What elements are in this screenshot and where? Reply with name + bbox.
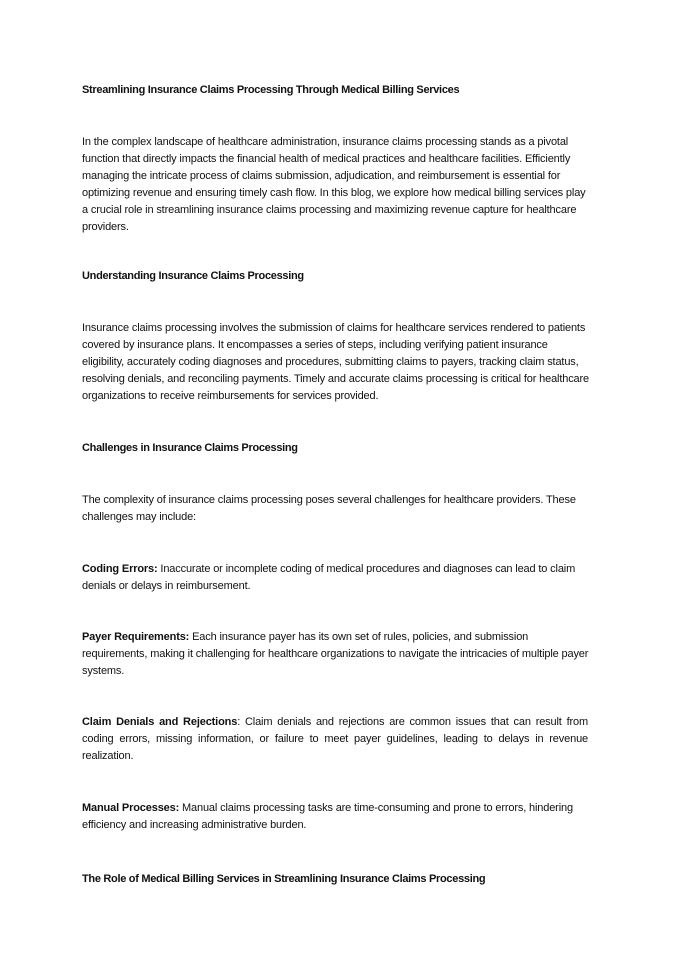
challenge-item-claim-denials [82,714,588,765]
challenges-paragraph: The complexity of insurance claims processing poses several challenges for healthcare providers. These challenges may include: [82,494,576,523]
challenge-item-payer-requirements [82,629,590,680]
section-heading-understanding: Understanding Insurance Claims Processing [82,270,304,282]
challenge-term: Manual Processes: [82,802,180,814]
challenge-term: Coding Errors: [82,563,158,575]
challenge-description: Manual claims processing tasks are time-consuming and prone to errors, hindering efficiency and increasing administrative burden. [82,802,573,831]
challenge-item-manual-processes [82,800,590,834]
challenge-term: Payer Requirements: [82,631,190,643]
intro-paragraph: In the complex landscape of healthcare administration, insurance claims processing stands as a pivotal function that directly impacts the financial health of medical practices and healthcare facilities. Efficiently managing the intricate process of claims submission, adjudication, and reimbursement is essential for optimizing revenue and ensuring timely cash flow. In this blog, we explore how medical billing services play a crucial role in streamlining insurance claims processing and maximizing revenue capture for healthcare providers. [82,136,586,233]
challenge-description: Inaccurate or incomplete coding of medical procedures and diagnoses can lead to claim denials or delays in reimbursement. [82,563,576,592]
challenge-description: Each insurance payer has its own set of rules, policies, and submission requirements, making it challenging for healthcare organizations to navigate the intricacies of multiple payer systems. [82,631,589,677]
document-title: Streamlining Insurance Claims Processing Through Medical Billing Services [82,84,460,96]
challenge-item-coding-errors [82,561,590,595]
section-heading-challenges: Challenges in Insurance Claims Processing [82,442,298,454]
understanding-paragraph: Insurance claims processing involves the submission of claims for healthcare services rendered to patients covered by insurance plans. It encompasses a series of steps, including verifying patient insurance eligibility, accurately coding diagnoses and procedures, submitting claims to payers, tracking claim status, resolving denials, and reconciling payments. Timely and accurate claims processing is critical for healthcare organizations to receive reimbursements for services provided. [82,322,590,402]
challenge-description: : Claim denials and rejections are common issues that can result from coding errors, missing information, or failure to meet payer guidelines, leading to delays in revenue realization. [82,716,588,762]
challenge-term: Claim Denials and Rejections [82,716,238,728]
section-heading-role: The Role of Medical Billing Services in Streamlining Insurance Claims Processing [82,873,486,885]
